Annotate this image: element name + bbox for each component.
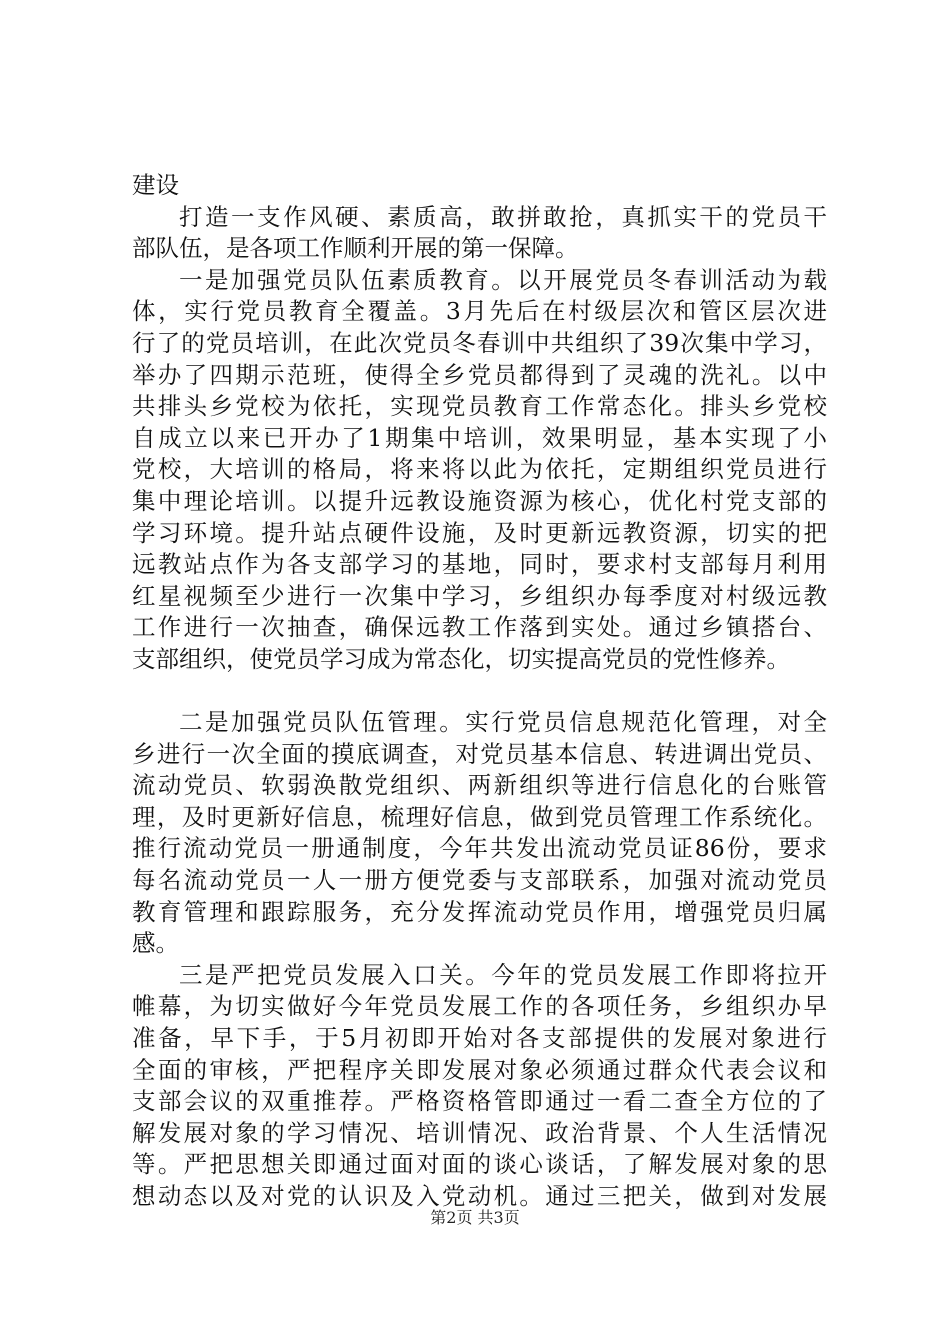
paragraph-line: 党校，大培训的格局，将来将以此为依托，定期组织党员进行 xyxy=(132,455,827,484)
paragraph-line: 红星视频至少进行一次集中学习，乡组织办每季度对村级远教 xyxy=(132,581,827,610)
paragraph-line: 推行流动党员一册通制度，今年共发出流动党员证86份，要求 xyxy=(132,834,827,863)
paragraph-line: 全面的审核，严把程序关即发展对象必须通过群众代表会议和 xyxy=(132,1055,827,1084)
paragraph-line: 体，实行党员教育全覆盖。3月先后在村级层次和管区层次进 xyxy=(132,297,827,326)
paragraph xyxy=(132,202,827,265)
paragraph-line: 教育管理和跟踪服务，充分发挥流动党员作用，增强党员归属 xyxy=(132,897,827,926)
paragraph-line: 举办了四期示范班，使得全乡党员都得到了灵魂的洗礼。以中 xyxy=(132,360,827,389)
paragraph-line: 集中理论培训。以提升远教设施资源为核心，优化村党支部的 xyxy=(132,486,827,515)
paragraph-gap xyxy=(132,676,827,708)
paragraph-line: 自成立以来已开办了1期集中培训，效果明显，基本实现了小 xyxy=(132,423,827,452)
paragraph-line: 行了的党员培训，在此次党员冬春训中共组织了39次集中学习， xyxy=(132,328,827,357)
paragraph xyxy=(132,265,827,676)
paragraph-line: 理，及时更新好信息，梳理好信息，做到党员管理工作系统化。 xyxy=(132,802,827,831)
paragraph-line: 三是严把党员发展入口关。今年的党员发展工作即将拉开 xyxy=(179,960,827,989)
paragraph-line: 一是加强党员队伍素质教育。以开展党员冬春训活动为载 xyxy=(179,265,827,294)
paragraph-line: 远教站点作为各支部学习的基地，同时，要求村支部每月利用 xyxy=(132,550,827,579)
paragraph-line: 二是加强党员队伍管理。实行党员信息规范化管理，对全 xyxy=(179,708,827,737)
paragraph xyxy=(132,707,827,960)
heading-tail: 建设 xyxy=(132,171,179,199)
paragraph-line: 流动党员、软弱涣散党组织、两新组织等进行信息化的台账管 xyxy=(132,771,827,800)
paragraph-line: 感。 xyxy=(132,929,179,958)
paragraph-line: 共排头乡党校为依托，实现党员教育工作常态化。排头乡党校 xyxy=(132,392,827,421)
document-body xyxy=(132,170,827,1213)
paragraph-line: 准备，早下手，于5月初即开始对各支部提供的发展对象进行 xyxy=(132,1024,827,1053)
paragraph-line: 工作进行一次抽查，确保远教工作落到实处。通过乡镇搭台、 xyxy=(132,613,827,642)
paragraph-line: 支部组织，使党员学习成为常态化，切实提高党员的党性修养。 xyxy=(132,644,790,673)
paragraph xyxy=(132,960,827,1213)
paragraph-line: 乡进行一次全面的摸底调查，对党员基本信息、转进调出党员、 xyxy=(132,739,827,768)
paragraph-line: 解发展对象的学习情况、培训情况、政治背景、个人生活情况 xyxy=(132,1118,827,1147)
paragraph-line: 等。严把思想关即通过面对面的谈心谈话，了解发展对象的思 xyxy=(132,1150,827,1179)
paragraph-line: 每名流动党员一人一册方便党委与支部联系，加强对流动党员 xyxy=(132,866,827,895)
paragraph-line: 支部会议的双重推荐。严格资格管即通过一看二查全方位的了 xyxy=(132,1087,827,1116)
paragraph-line: 想动态以及对党的认识及入党动机。通过三把关，做到对发展 xyxy=(132,1182,827,1210)
paragraph-line: 打造一支作风硬、素质高，敢拼敢抢，真抓实干的党员干 xyxy=(179,202,827,231)
page-footer: 第2页 共3页 xyxy=(430,1208,520,1227)
paragraph-line: 部队伍，是各项工作顺利开展的第一保障。 xyxy=(132,234,579,263)
paragraph-line: 帷幕，为切实做好今年党员发展工作的各项任务，乡组织办早 xyxy=(132,992,827,1021)
paragraph-line: 学习环境。提升站点硬件设施，及时更新远教资源，切实的把 xyxy=(132,518,827,547)
